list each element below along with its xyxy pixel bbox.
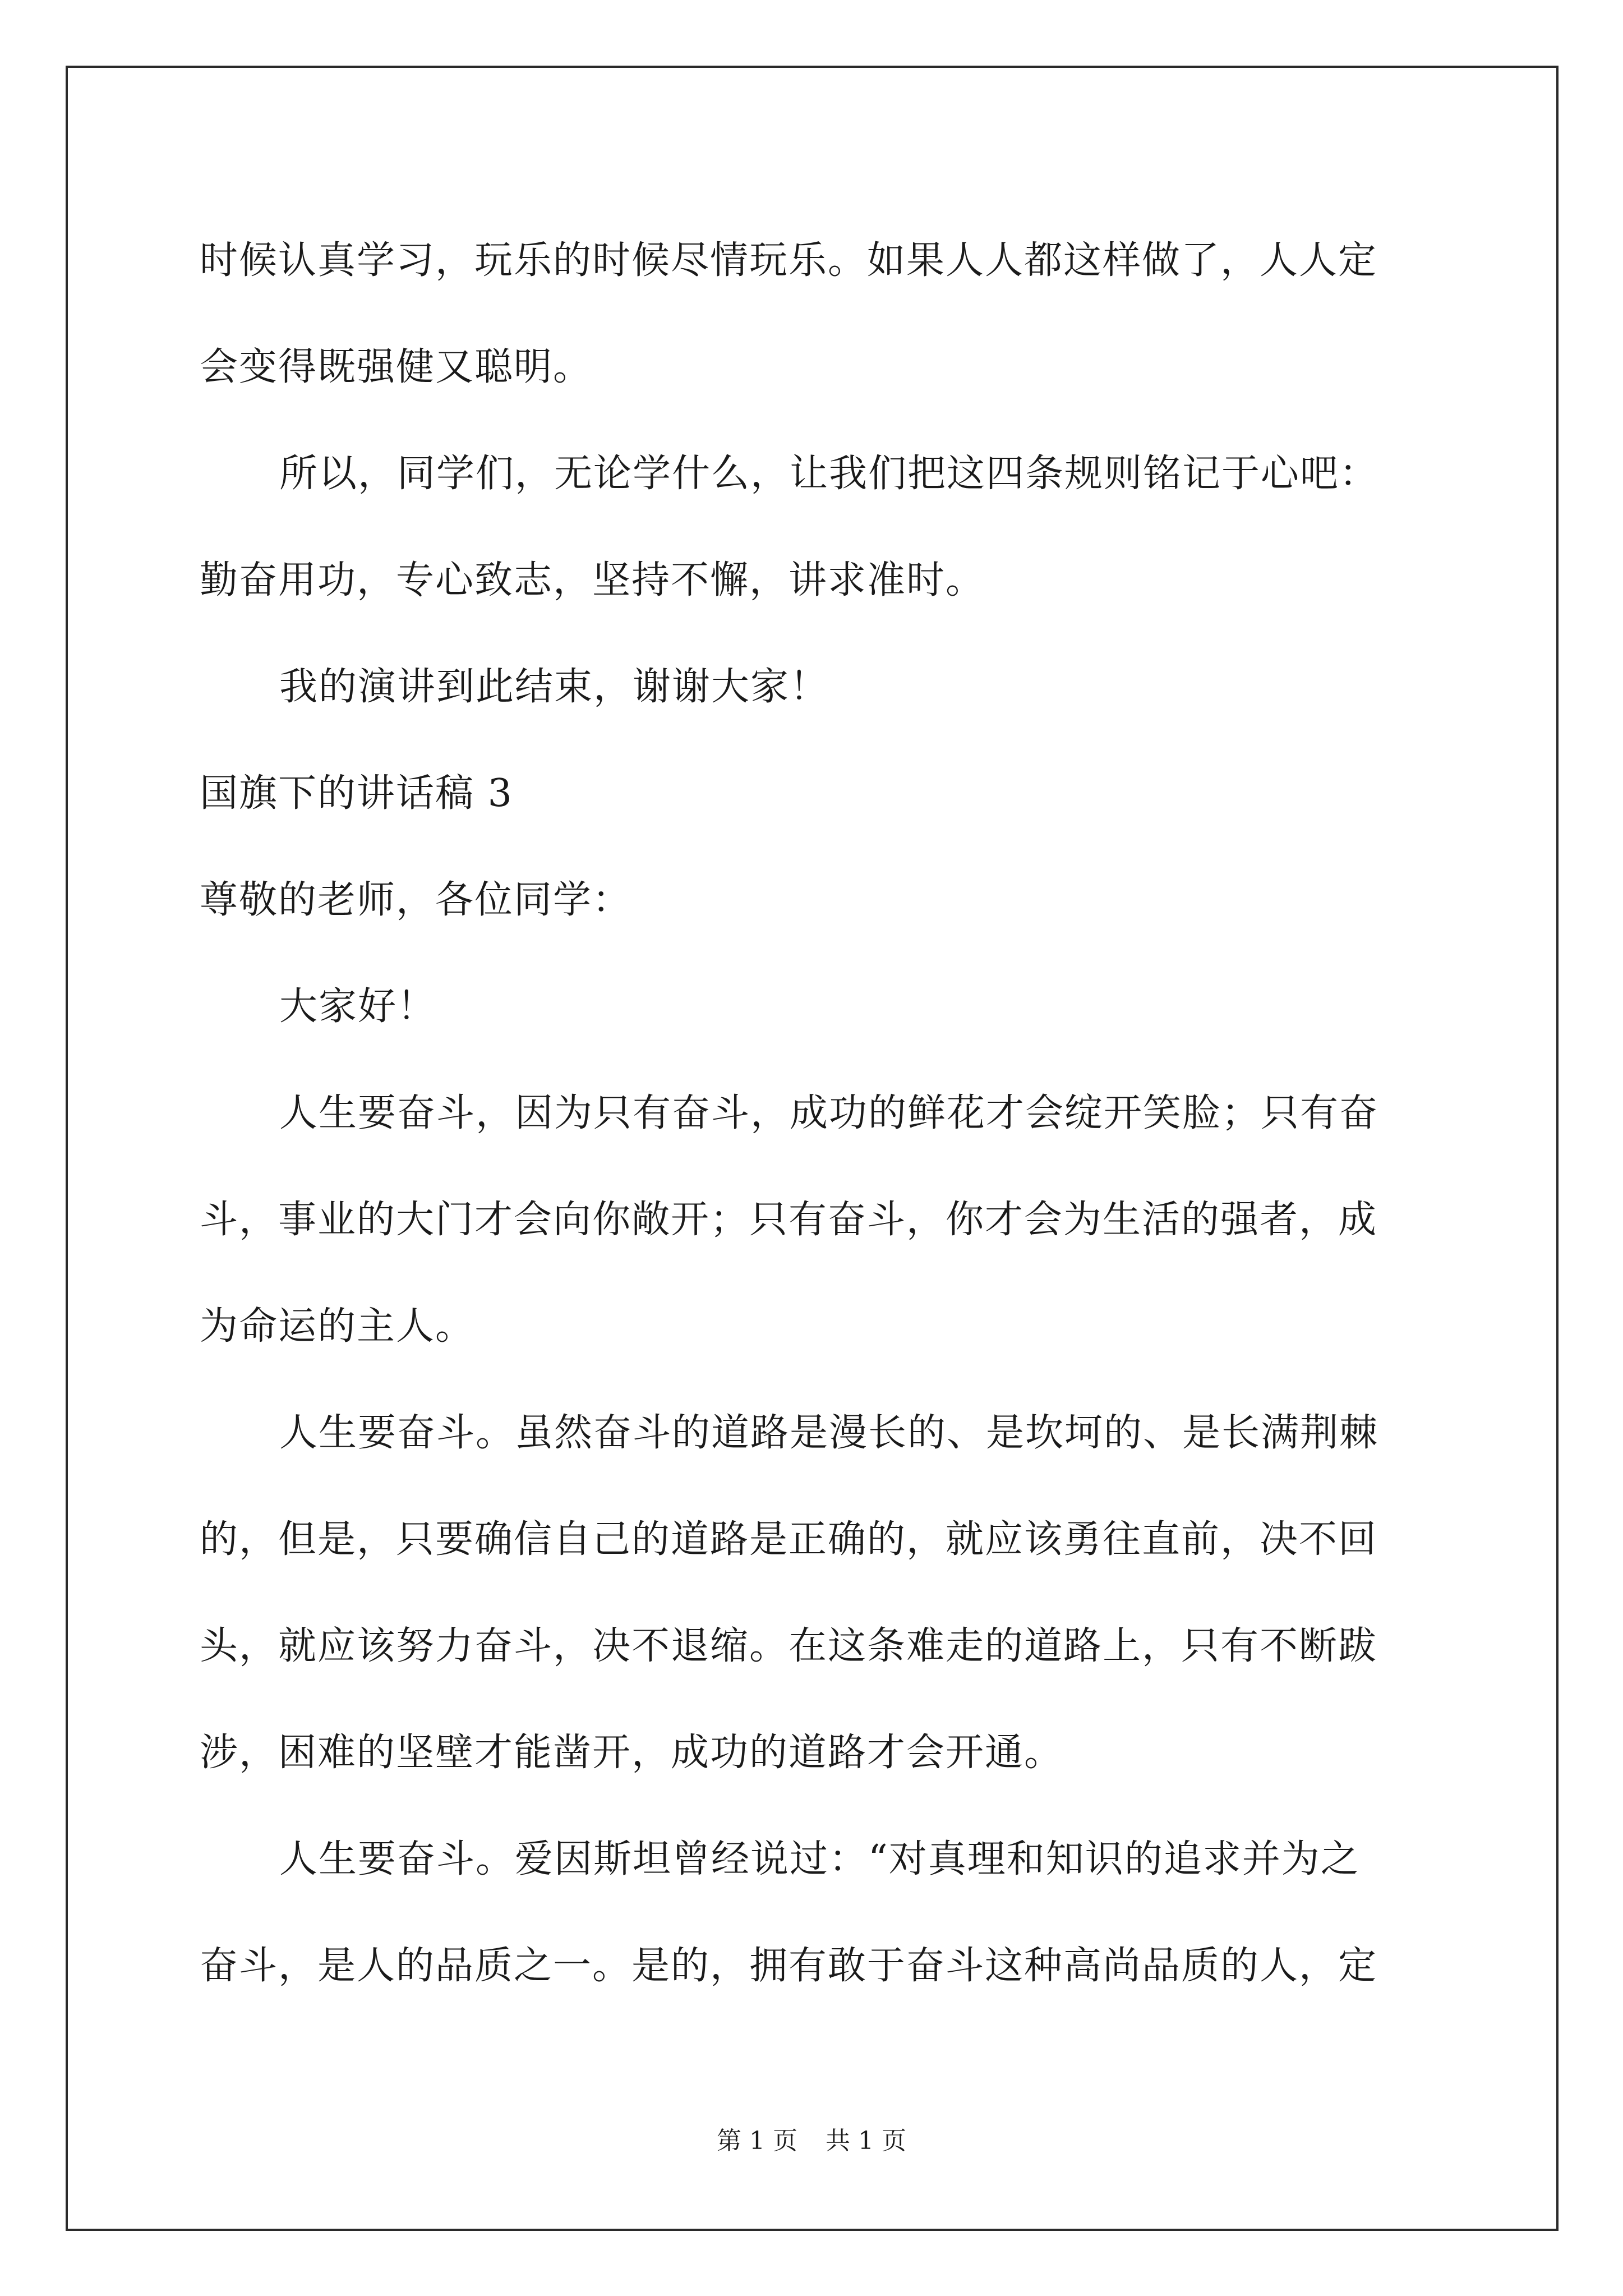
text-line: 的，但是，只要确信自己的道路是正确的，就应该勇往直前，决不回 xyxy=(200,1517,1378,1562)
text-line: 涉，困难的坚壁才能凿开，成功的道路才会开通。 xyxy=(200,1731,1064,1775)
text-line: 人生要奋斗。爱因斯坦曾经说过：“对真理和知识的追求并为之 xyxy=(279,1837,1360,1881)
greeting: 大家好！ xyxy=(279,984,437,1029)
page-number: 第 1 页 xyxy=(717,2127,797,2155)
text-line: 勤奋用功，专心致志，坚持不懈，讲求准时。 xyxy=(200,558,985,602)
text-line: 人生要奋斗，因为只有奋斗，成功的鲜花才会绽开笑脸；只有奋 xyxy=(279,1091,1379,1135)
text-line: 头，就应该努力奋斗，决不退缩。在这条难走的道路上，只有不断跋 xyxy=(200,1624,1378,1668)
text-line: 人生要奋斗。虽然奋斗的道路是漫长的、是坎坷的、是长满荆棘 xyxy=(279,1411,1379,1455)
text-line: 奋斗，是人的品质之一。是的，拥有敢于奋斗这种高尚品质的人，定 xyxy=(200,1944,1378,1988)
text-line: 所以，同学们，无论学什么，让我们把这四条规则铭记于心吧： xyxy=(279,452,1379,496)
text-line: 斗，事业的大门才会向你敞开；只有奋斗，你才会为生活的强者，成 xyxy=(200,1198,1378,1242)
section-title: 国旗下的讲话稿 3 xyxy=(200,771,513,816)
page-footer xyxy=(0,2120,1623,2156)
salutation: 尊敬的老师，各位同学： xyxy=(200,878,632,922)
page-total: 共 1 页 xyxy=(826,2127,906,2155)
text-line: 会变得既强健又聪明。 xyxy=(200,345,593,389)
text-line: 我的演讲到此结束，谢谢大家！ xyxy=(279,665,829,709)
text-line: 时候认真学习，玩乐的时候尽情玩乐。如果人人都这样做了，人人定 xyxy=(200,238,1378,283)
text-line: 为命运的主人。 xyxy=(200,1304,475,1349)
